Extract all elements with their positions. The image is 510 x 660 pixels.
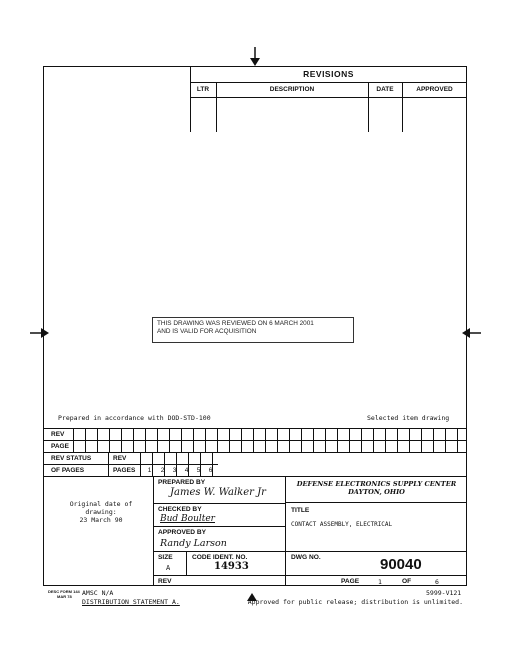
rev-status-label: REV STATUS xyxy=(51,455,92,462)
page-number: 5 xyxy=(196,467,201,474)
rev-col-date: DATE xyxy=(368,83,402,98)
grid-column-line xyxy=(181,428,182,452)
review-stamp xyxy=(152,317,354,343)
rev-divider xyxy=(216,83,217,132)
title-value: CONTACT ASSEMBLY, ELECTRICAL xyxy=(291,521,393,528)
grid-column-line xyxy=(229,428,230,452)
grid-column-line xyxy=(109,428,110,452)
grid-line xyxy=(43,440,467,441)
dwg-no-value: 90040 xyxy=(380,556,422,573)
grid-column-line xyxy=(265,428,266,452)
approved-by-label: APPROVED BY xyxy=(158,529,206,536)
rev-row-label: REV xyxy=(51,431,65,438)
rev-label-2: REV xyxy=(113,455,127,462)
sig-line xyxy=(153,551,467,552)
grid-column-line xyxy=(397,428,398,452)
page-number: 1 xyxy=(147,467,152,474)
original-date-line1: Original date of xyxy=(69,500,133,508)
title-line xyxy=(285,502,467,503)
grid-column-line xyxy=(361,428,362,452)
grid-line xyxy=(43,464,218,465)
grid-column-line xyxy=(325,428,326,452)
selected-item-note: Selected item drawing xyxy=(367,414,450,422)
grid-column-line xyxy=(73,428,74,452)
grid-column-line xyxy=(385,428,386,452)
rev-label-bottom: REV xyxy=(158,578,172,585)
grid-column-line xyxy=(445,428,446,452)
review-stamp-line2: AND IS VALID FOR ACQUISITION xyxy=(157,328,257,335)
grid-column-line xyxy=(205,428,206,452)
of-value: 6 xyxy=(435,578,439,586)
grid-column-line xyxy=(253,428,254,452)
checked-by-signature: Bud Boulter xyxy=(160,514,215,524)
sig-line xyxy=(153,526,285,527)
pages-label: PAGES xyxy=(113,467,136,474)
grid-column-line xyxy=(169,428,170,452)
original-date-line3: 23 March 90 xyxy=(79,516,123,524)
review-stamp-line1: THIS DRAWING WAS REVIEWED ON 6 MARCH 2001 xyxy=(157,320,314,327)
grid-column-line xyxy=(97,428,98,452)
fsc-code: 5999-V121 xyxy=(426,589,462,597)
prepared-by-signature: James W. Walker Jr xyxy=(170,487,266,498)
rev-col-description: DESCRIPTION xyxy=(216,83,368,98)
size-label: SIZE xyxy=(158,554,173,561)
grid-divider xyxy=(140,452,141,476)
of-label: OF xyxy=(402,578,412,585)
rev-divider xyxy=(402,83,403,132)
code-ident-value: 14933 xyxy=(214,561,249,572)
grid-column-line xyxy=(217,428,218,452)
grid-column-line xyxy=(157,428,158,452)
amsc-note: AMSC N/A xyxy=(82,589,114,597)
grid-column-line xyxy=(241,428,242,452)
grid-line xyxy=(43,452,467,453)
grid-column-line xyxy=(121,428,122,452)
sig-line xyxy=(153,575,467,576)
grid-column-line xyxy=(373,428,374,452)
grid-column-line xyxy=(433,428,434,452)
grid-line xyxy=(43,476,467,477)
page-number: 3 xyxy=(172,467,177,474)
title-block-divider xyxy=(153,476,154,586)
grid-column-line xyxy=(145,428,146,452)
grid-column-line xyxy=(133,428,134,452)
checked-by-label: CHECKED BY xyxy=(158,506,202,513)
page-label: PAGE xyxy=(341,578,360,585)
original-date-line2: drawing: xyxy=(85,508,117,516)
of-pages-label: OF PAGES xyxy=(51,467,85,474)
page-number: 4 xyxy=(184,467,189,474)
grid-divider xyxy=(108,452,109,476)
page-number: 2 xyxy=(160,467,165,474)
grid-column-line xyxy=(409,428,410,452)
rev-divider xyxy=(368,83,369,132)
size-divider xyxy=(186,551,187,575)
page-row-label: PAGE xyxy=(51,443,69,450)
grid-column-line xyxy=(301,428,302,452)
form-id-line1: DESC FORM 144 xyxy=(48,589,80,594)
grid-column-line xyxy=(277,428,278,452)
grid-column-line xyxy=(313,428,314,452)
agency-line2: DAYTON, OHIO xyxy=(348,488,405,496)
agency-name xyxy=(286,480,467,496)
dwg-no-label: DWG NO. xyxy=(291,554,321,561)
grid-column-line xyxy=(349,428,350,452)
distribution-label: DISTRIBUTION STATEMENT A. xyxy=(82,598,180,606)
rev-col-ltr: LTR xyxy=(190,83,216,98)
code-ident-label: CODE IDENT. NO. xyxy=(192,554,248,561)
approved-by-signature: Randy Larson xyxy=(160,538,227,549)
grid-top-line xyxy=(43,428,467,429)
form-id-line2: MAR 78 xyxy=(57,594,72,599)
sig-line xyxy=(153,503,285,504)
grid-column-line xyxy=(193,428,194,452)
revisions-title: REVISIONS xyxy=(190,66,467,83)
grid-column-line xyxy=(85,428,86,452)
grid-column-line xyxy=(457,428,458,452)
rev-col-approved: APPROVED xyxy=(402,83,467,98)
agency-line1: DEFENSE ELECTRONICS SUPPLY CENTER xyxy=(296,480,457,488)
title-label: TITLE xyxy=(291,507,310,514)
prepared-in-note: Prepared in accordance with DOD-STD-100 xyxy=(58,414,211,422)
grid-column-line xyxy=(337,428,338,452)
prepared-by-label: PREPARED BY xyxy=(158,479,206,486)
distribution-text: Approved for public release; distribution is unlimited. xyxy=(247,598,463,606)
original-date-note xyxy=(56,500,146,524)
size-value: A xyxy=(166,564,171,572)
grid-column-line xyxy=(421,428,422,452)
grid-column-line xyxy=(289,428,290,452)
page-number: 6 xyxy=(208,467,213,474)
page-value: 1 xyxy=(378,578,382,586)
